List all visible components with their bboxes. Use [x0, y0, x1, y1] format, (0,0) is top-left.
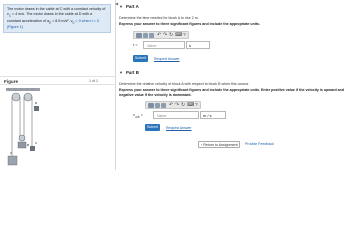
- redo-icon[interactable]: ↷: [163, 32, 168, 38]
- label-d: D: [35, 101, 38, 105]
- part-b-value-input[interactable]: Value: [153, 111, 199, 119]
- template-icon[interactable]: [148, 103, 154, 108]
- provide-feedback-link[interactable]: Provide Feedback: [245, 142, 274, 146]
- part-b-title: Part B: [125, 70, 139, 75]
- part-a-section: [119, 4, 347, 9]
- part-b-toolbar: [145, 101, 201, 109]
- motor-d: [34, 106, 39, 111]
- problem-panel: [0, 0, 116, 170]
- label-a: A: [10, 151, 13, 155]
- pulley-diagram: [6, 88, 40, 168]
- help-icon[interactable]: ?: [183, 32, 186, 38]
- units-icon[interactable]: [155, 103, 160, 108]
- problem-v-sub: C: [8, 13, 11, 18]
- part-b-instruction-line2: downward.: [172, 93, 192, 97]
- part-b-section: [119, 70, 347, 75]
- figure-header: [0, 76, 116, 85]
- part-a-title: Part A: [125, 4, 139, 9]
- top-pulley-right: [24, 93, 32, 101]
- block-b: [18, 142, 26, 148]
- part-b-var-eq: =: [139, 112, 143, 117]
- part-b-instruction: [119, 88, 347, 98]
- cables: [12, 97, 32, 158]
- problem-line-3: acceleration of a: [21, 18, 50, 23]
- part-b-caret-icon: ▼: [119, 70, 123, 75]
- help-icon[interactable]: ?: [195, 102, 198, 108]
- problem-statement: [3, 4, 111, 33]
- reset-icon[interactable]: ↻: [181, 102, 186, 108]
- part-b-submit-button[interactable]: Submit: [146, 125, 159, 129]
- symbols-icon[interactable]: [149, 33, 154, 38]
- pulley-b: [19, 135, 25, 141]
- reset-icon[interactable]: ↻: [169, 32, 174, 38]
- part-b-answer-row: [133, 111, 253, 119]
- part-b-header[interactable]: [119, 70, 347, 75]
- part-a-instruction: Express your answer to three significant figures and include the appropriate units.: [119, 22, 260, 26]
- undo-icon[interactable]: ↶: [157, 32, 162, 38]
- top-pulley-left: [12, 93, 20, 101]
- problem-line-1: The motor draws in the cable at C with a constant velocity of: [7, 7, 106, 11]
- keyboard-icon[interactable]: ⌨: [175, 32, 182, 38]
- label-c: C: [35, 141, 38, 145]
- part-a-caret-icon: ▼: [119, 4, 123, 9]
- motor-c: [30, 146, 35, 151]
- part-a-unit-input[interactable]: s: [186, 41, 210, 49]
- part-a-submit-button[interactable]: Submit: [134, 56, 147, 60]
- return-label: Return to Assignment: [203, 143, 238, 147]
- block-a: [8, 156, 17, 165]
- template-icon[interactable]: [136, 33, 142, 38]
- figure-pager[interactable]: 1 of 1: [89, 79, 98, 83]
- part-b-question: Determine the relative velocity of block A with respect to block B when this occurs.: [119, 82, 250, 86]
- symbols-icon[interactable]: [161, 103, 166, 108]
- part-b-variable: [133, 112, 143, 119]
- part-b-unit-input[interactable]: m / s: [200, 111, 226, 119]
- problem-vd-sub: D: [72, 20, 75, 25]
- units-icon[interactable]: [143, 33, 148, 38]
- part-b-var-sub: A/B: [135, 114, 140, 119]
- undo-icon[interactable]: ↶: [169, 102, 174, 108]
- figure-title: Figure: [4, 79, 19, 84]
- redo-icon[interactable]: ↷: [175, 102, 180, 108]
- problem-line-3c: = 8.5 m/s². v: [51, 18, 73, 23]
- part-a-header[interactable]: [119, 4, 347, 9]
- problem-line-2: = 4 m/s. The motor draws in the cable at D with a constant: [7, 12, 93, 23]
- keyboard-icon[interactable]: ⌨: [187, 102, 194, 108]
- part-a-question: Determine the time needed for block A to rise 2 m.: [119, 16, 199, 20]
- problem-v-symbol: v: [7, 12, 9, 16]
- label-b: B: [27, 143, 30, 147]
- part-a-toolbar: [133, 31, 189, 39]
- collapse-arrow-icon[interactable]: ◀: [115, 1, 119, 6]
- part-a-request-answer-link[interactable]: Request Answer: [154, 57, 180, 61]
- return-to-assignment-button[interactable]: [198, 141, 240, 148]
- back-chevron-icon: ‹: [201, 143, 204, 147]
- part-b-var-symbol: v: [133, 112, 135, 117]
- part-a-answer-row: [133, 41, 213, 49]
- part-b-instruction-line1: Express your answer to three significant figures and include the appropriate units. Enter positive value if the velocity is upward and negative value if the velocity is: [119, 88, 345, 97]
- part-b-request-answer-link[interactable]: Request Answer: [166, 126, 192, 130]
- figure-link[interactable]: = 0 when t = 0. (Figure 1): [7, 18, 100, 30]
- ceiling-beam: [6, 88, 40, 91]
- problem-a-sub: D: [49, 20, 52, 25]
- part-a-variable: t =: [133, 42, 138, 47]
- part-a-value-input[interactable]: Value: [143, 41, 185, 49]
